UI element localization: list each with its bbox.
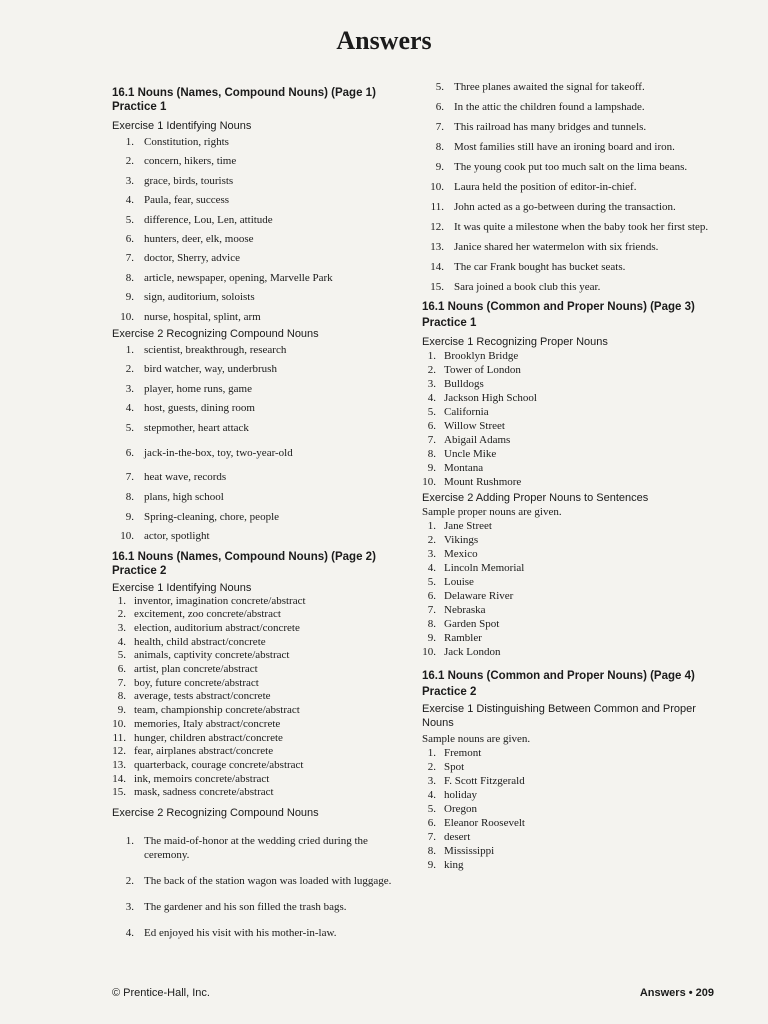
list-item: 10. actor, spotlight: [120, 530, 210, 543]
list-item: 6. Eleanor Roosevelt: [427, 817, 525, 829]
list-item: 8. article, newspaper, opening, Marvelle Park: [125, 271, 333, 284]
list-item: 9. Rambler: [427, 632, 482, 644]
list-item: 5. animals, captivity concrete/abstract: [117, 649, 290, 662]
list-item: 1. Constitution, rights: [125, 136, 229, 148]
list-item: 12. fear, airplanes abstract/concrete: [112, 745, 274, 758]
section-heading: 16.1 Nouns (Names, Compound Nouns) (Page 1): [112, 87, 376, 99]
exercise-list: [422, 519, 714, 659]
list-item: 4. health, child abstract/concrete: [117, 635, 266, 648]
list-item: 5. Louise: [427, 576, 474, 588]
list-item: 6. artist, plan concrete/abstract: [117, 663, 258, 676]
list-item: 3. F. Scott Fitzgerald: [427, 775, 525, 787]
right-column: [422, 80, 714, 872]
list-item: 6. jack-in-the-box, toy, two-year-old: [125, 447, 293, 460]
list-item: 12. It was quite a milestone when the baby took her first step.: [430, 221, 709, 233]
list-item: 6. Delaware River: [427, 590, 514, 602]
list-item: 7. Nebraska: [427, 604, 486, 616]
exercise-list: [112, 834, 412, 940]
list-item: 11. John acted as a go-between during the transaction.: [430, 201, 676, 213]
list-item: 9. sign, auditorium, soloists: [125, 291, 255, 304]
list-item: 4. Ed enjoyed his visit with his mother-in-law.: [125, 926, 337, 939]
list-item: 3. player, home runs, game: [125, 382, 252, 395]
list-item: 7. This railroad has many bridges and tunnels.: [435, 121, 647, 133]
list-item: 3. Mexico: [427, 548, 478, 560]
exercise-list: [422, 746, 714, 872]
section-heading: 16.1 Nouns (Common and Proper Nouns) (Page 3): [422, 301, 695, 313]
list-item: 2. bird watcher, way, underbrush: [125, 363, 277, 376]
list-item: 8. Garden Spot: [427, 618, 500, 630]
exercise-note: Sample nouns are given.: [422, 733, 531, 745]
list-item: 3. election, auditorium abstract/concrete: [117, 622, 300, 635]
list-item: 7. boy, future concrete/abstract: [117, 676, 259, 689]
list-item: 4. host, guests, dining room: [125, 402, 255, 415]
section-heading: 16.1 Nouns (Names, Compound Nouns) (Page 2): [112, 550, 376, 563]
exercise-heading: Exercise 1 Identifying Nouns: [112, 120, 252, 132]
list-item: 2. concern, hikers, time: [125, 155, 237, 168]
list-item: 14. The car Frank bought has bucket seats.: [430, 261, 626, 273]
page-title: Answers: [336, 26, 432, 55]
exercise-heading: Exercise 2 Adding Proper Nouns to Sentences: [422, 492, 649, 504]
exercise-list: [112, 133, 412, 327]
practice-label: Practice 1: [112, 101, 167, 113]
list-item: 1. Fremont: [427, 747, 482, 759]
list-item: 2. The back of the station wagon was loaded with luggage.: [125, 874, 392, 887]
list-item: 8. Uncle Mike: [427, 448, 497, 460]
list-item: 5. stepmother, heart attack: [125, 422, 249, 435]
list-item: 2. Spot: [427, 761, 465, 773]
list-item: 1. scientist, breakthrough, research: [125, 343, 287, 356]
list-item: 15. mask, sadness concrete/abstract: [112, 786, 274, 799]
list-item: 5. California: [427, 406, 489, 418]
list-item: 9. team, championship concrete/abstract: [117, 704, 300, 717]
list-item: 10. Mount Rushmore: [422, 476, 522, 488]
list-item: 8. Mississippi: [427, 845, 495, 857]
list-item: 3. grace, birds, tourists: [125, 174, 234, 187]
list-item: 9. king: [427, 859, 464, 871]
exercise-heading: Exercise 1 Recognizing Proper Nouns: [422, 336, 608, 348]
exercise-heading: Exercise 1 Distinguishing Between Common and Proper Nouns: [422, 703, 696, 729]
list-item: 10. memories, Italy abstract/concrete: [112, 717, 281, 730]
practice-label: Practice 2: [112, 564, 167, 577]
exercise-heading: Exercise 2 Recognizing Compound Nouns: [112, 806, 319, 819]
section-heading: 16.1 Nouns (Common and Proper Nouns) (Page 4): [422, 670, 695, 682]
list-item: 6. hunters, deer, elk, moose: [125, 232, 254, 245]
list-item: 6. In the attic the children found a lampshade.: [435, 101, 645, 113]
list-item: 3. The gardener and his son filled the trash bags.: [125, 900, 347, 913]
list-item: 9. Spring-cleaning, chore, people: [125, 510, 280, 523]
list-item: 1. The maid-of-honor at the wedding cried during the ceremony.: [125, 834, 368, 861]
list-item: 10. Laura held the position of editor-in-chief.: [430, 181, 637, 193]
list-item: 5. Three planes awaited the signal for takeoff.: [435, 81, 645, 93]
practice-label: Practice 2: [422, 686, 477, 698]
exercise-heading: Exercise 2 Recognizing Compound Nouns: [112, 327, 319, 340]
exercise-list: [422, 80, 714, 294]
list-item: 7. Abigail Adams: [427, 434, 511, 446]
list-item: 8. Most families still have an ironing board and iron.: [435, 141, 675, 153]
exercise-note: Sample proper nouns are given.: [422, 506, 562, 518]
list-item: 13. quarterback, courage concrete/abstract: [112, 758, 304, 771]
list-item: 15. Sara joined a book club this year.: [430, 281, 601, 293]
list-item: 1. inventor, imagination concrete/abstract: [117, 594, 306, 607]
list-item: 13. Janice shared her watermelon with six friends.: [430, 241, 659, 253]
list-item: 4. Paula, fear, success: [125, 194, 230, 207]
list-item: 9. Montana: [427, 462, 484, 474]
left-column: [112, 80, 412, 952]
list-item: 3. Bulldogs: [427, 378, 484, 390]
page-number-footer: Answers • 209: [639, 987, 714, 999]
list-item: 2. excitement, zoo concrete/abstract: [117, 608, 281, 621]
list-item: 8. plans, high school: [125, 491, 224, 504]
exercise-heading: Exercise 1 Identifying Nouns: [112, 581, 252, 594]
list-item: 1. Brooklyn Bridge: [427, 350, 519, 362]
list-item: 10. nurse, hospital, splint, arm: [120, 310, 261, 323]
list-item: 11. hunger, children abstract/concrete: [112, 731, 283, 744]
list-item: 5. difference, Lou, Len, attitude: [125, 213, 273, 226]
exercise-list: [112, 341, 412, 547]
list-item: 10. Jack London: [422, 646, 501, 658]
list-item: 4. Lincoln Memorial: [427, 562, 525, 574]
list-item: 5. Oregon: [427, 803, 477, 815]
list-item: 8. average, tests abstract/concrete: [117, 690, 271, 703]
list-item: 2. Tower of London: [427, 364, 521, 376]
list-item: 2. Vikings: [427, 534, 479, 546]
list-item: 4. Jackson High School: [427, 392, 537, 404]
list-item: 1. Jane Street: [427, 520, 492, 532]
list-item: 7. doctor, Sherry, advice: [125, 252, 240, 265]
list-item: 9. The young cook put too much salt on the lima beans.: [435, 161, 688, 173]
list-item: 7. heat wave, records: [125, 471, 227, 484]
exercise-list: [112, 595, 412, 800]
exercise-list: [422, 349, 714, 489]
practice-label: Practice 1: [422, 317, 477, 329]
list-item: 7. desert: [427, 831, 471, 843]
list-item: 4. holiday: [427, 789, 477, 801]
list-item: 6. Willow Street: [427, 420, 505, 432]
list-item: 14. ink, memoirs concrete/abstract: [112, 772, 270, 785]
copyright-footer: © Prentice-Hall, Inc.: [112, 987, 210, 999]
